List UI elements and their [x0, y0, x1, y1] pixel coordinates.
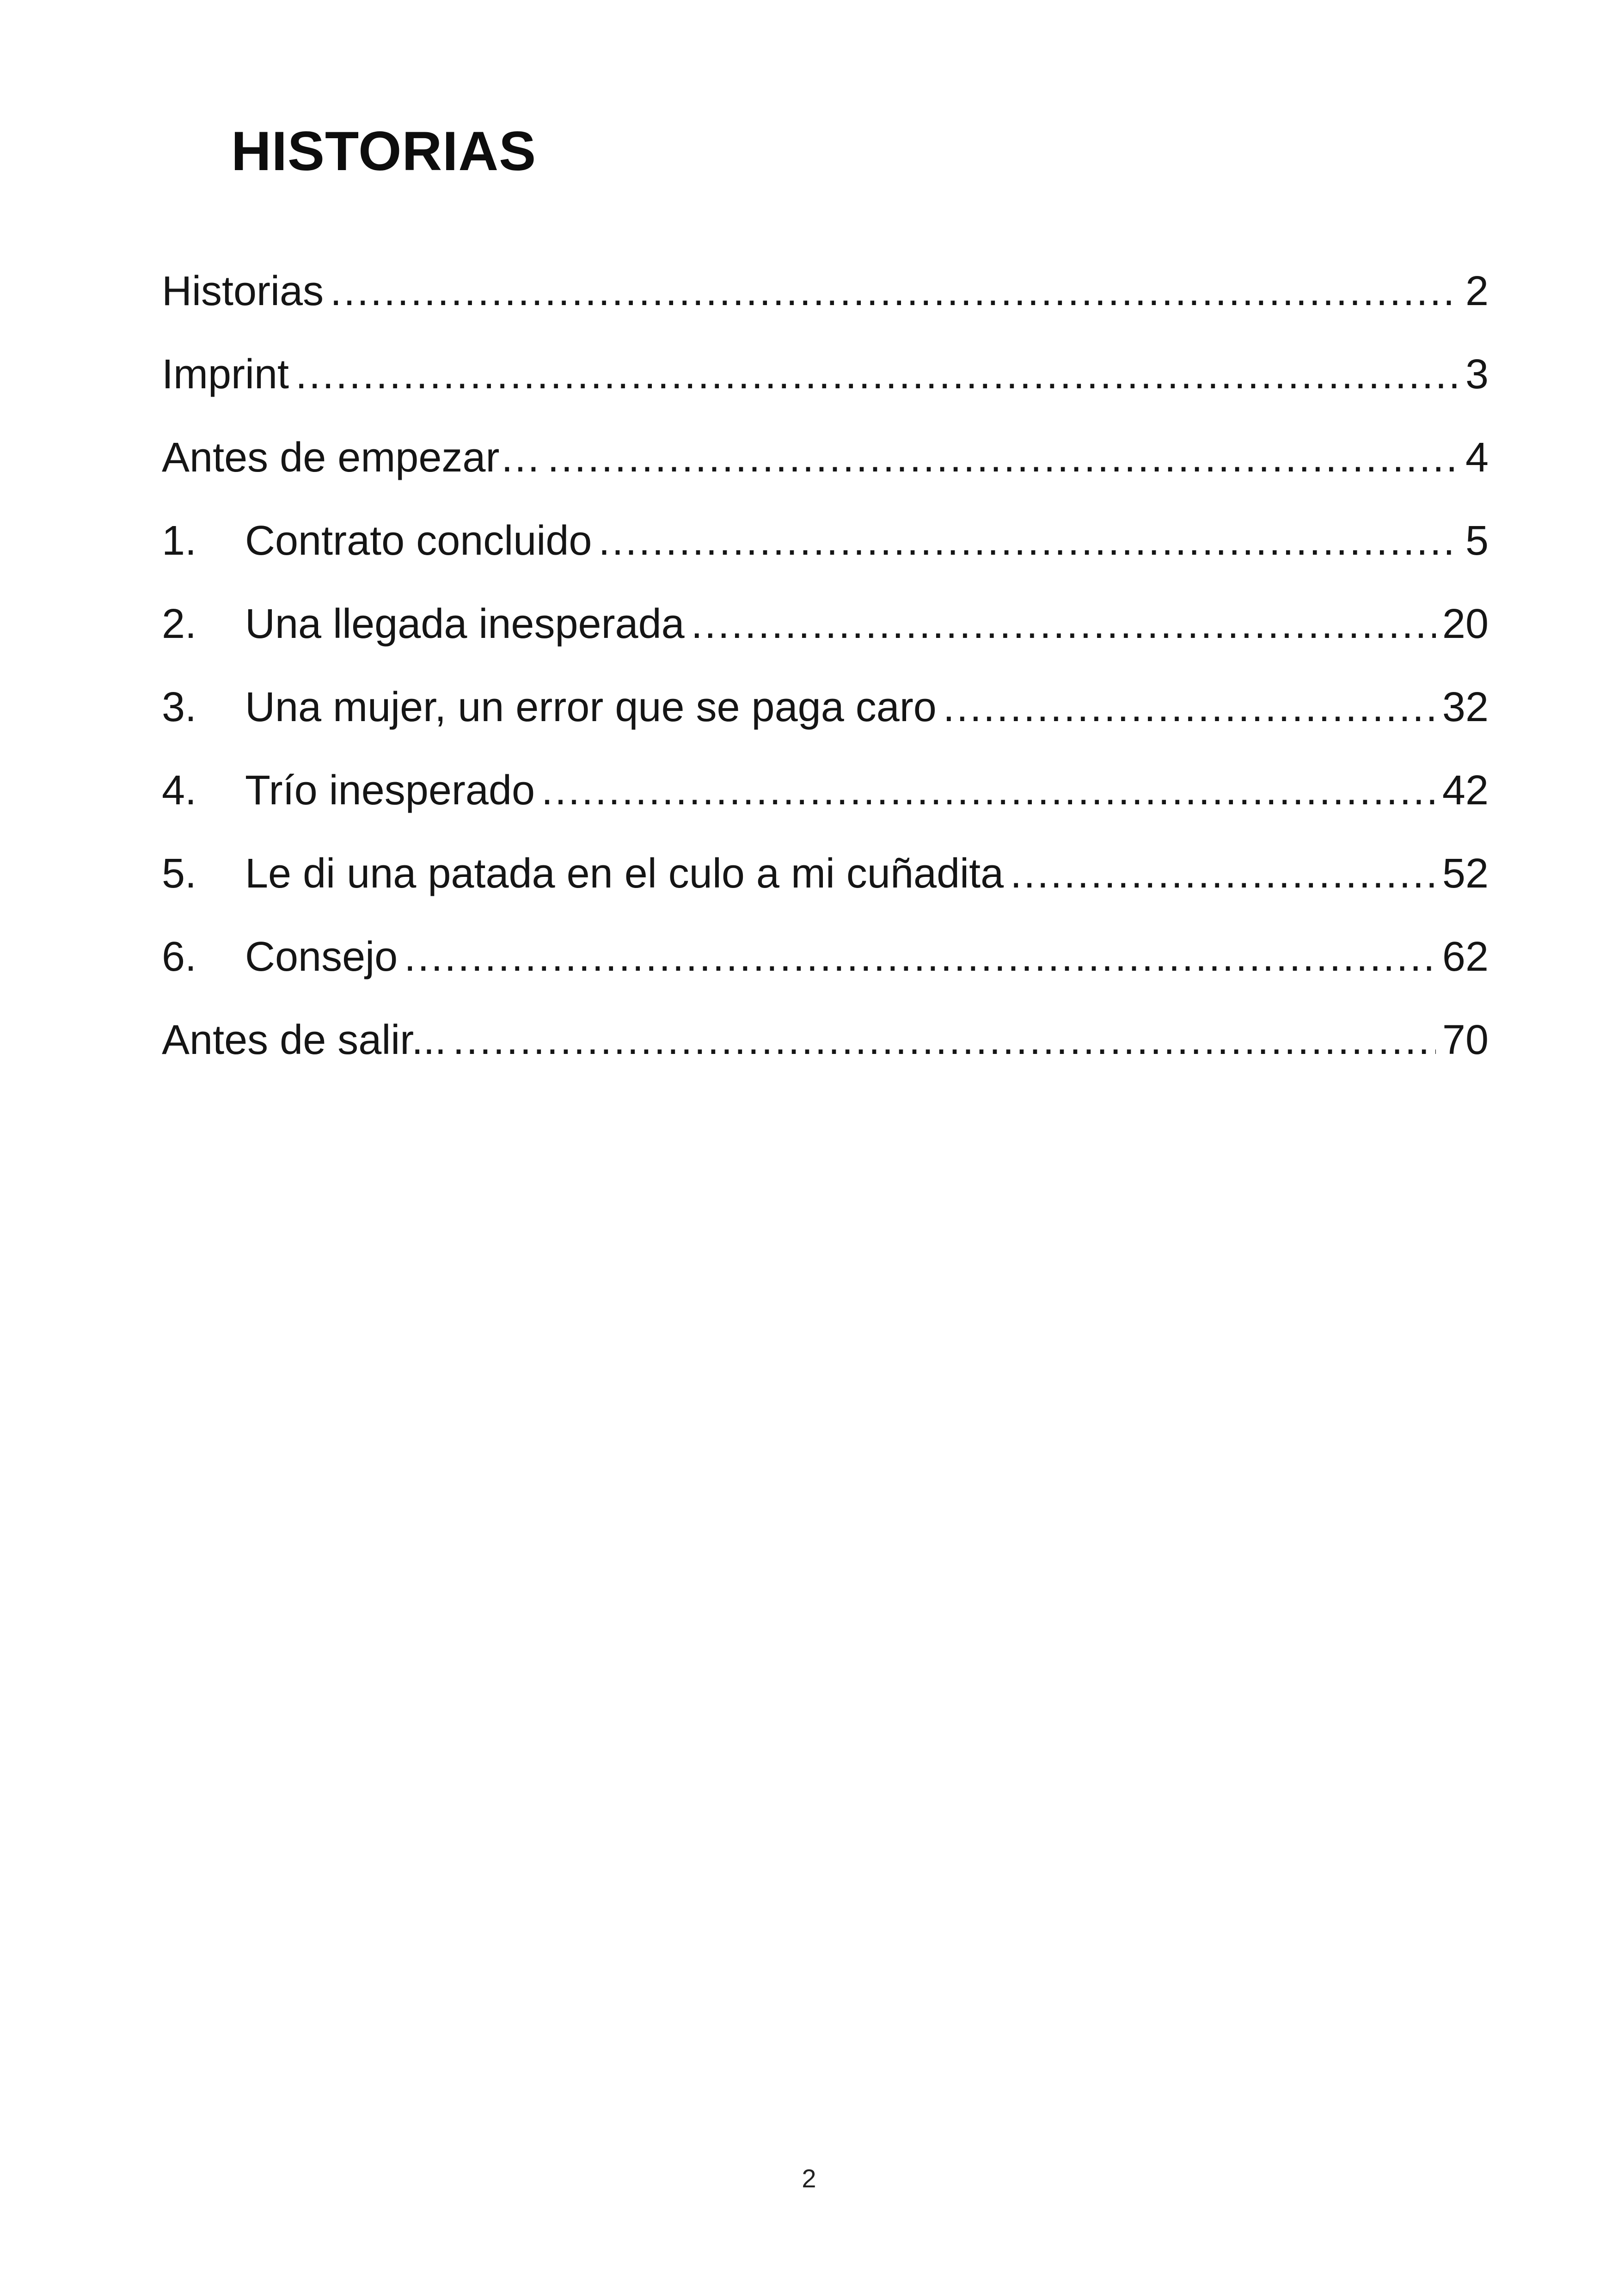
toc-entry-page: 3	[1465, 351, 1489, 398]
toc-entry-number: 4.	[162, 767, 197, 814]
toc-entry-antes-de-salir[interactable]	[162, 998, 1489, 1082]
toc-entry-title: Consejo	[245, 934, 398, 980]
toc-entry-title: Antes de salir...	[162, 1017, 447, 1063]
dot-leader	[943, 666, 1436, 749]
toc-entry-chapter-5[interactable]	[162, 832, 1489, 915]
toc-entry-page: 62	[1442, 934, 1489, 980]
dot-leader	[691, 582, 1436, 666]
toc-entry-title: Imprint	[162, 351, 289, 398]
toc-entry-number: 6.	[162, 934, 197, 980]
toc-entry-title: Trío inesperado	[245, 767, 535, 814]
toc-entry-historias[interactable]	[162, 250, 1489, 333]
dot-leader	[547, 416, 1459, 499]
toc-heading: HISTORIAS	[231, 120, 537, 182]
toc-entry-page: 20	[1442, 601, 1489, 647]
toc-entry-page: 32	[1442, 684, 1489, 730]
page-number: 2	[802, 2164, 816, 2193]
toc-entry-number: 3.	[162, 684, 197, 730]
toc-entry-page: 52	[1442, 851, 1489, 897]
toc-entry-chapter-2[interactable]	[162, 582, 1489, 666]
toc-entry-title: Historias	[162, 268, 324, 314]
toc-entry-title: Le di una patada en el culo a mi cuñadita	[245, 851, 1004, 897]
toc-entry-page: 2	[1465, 268, 1489, 314]
dot-leader	[330, 250, 1459, 333]
dot-leader	[453, 998, 1436, 1082]
dot-leader	[295, 333, 1459, 416]
toc-entry-chapter-1[interactable]	[162, 499, 1489, 582]
toc-entry-title: Una llegada inesperada	[245, 601, 685, 647]
toc-entry-number: 1.	[162, 518, 197, 564]
toc-entry-page: 70	[1442, 1017, 1489, 1063]
dot-leader	[1010, 832, 1436, 915]
toc-entry-chapter-6[interactable]	[162, 915, 1489, 998]
toc-entry-page: 4	[1465, 435, 1489, 481]
toc-entry-title: Una mujer, un error que se paga caro	[245, 684, 937, 730]
table-of-contents	[162, 250, 1489, 1082]
toc-entry-page: 42	[1442, 767, 1489, 814]
toc-entry-chapter-4[interactable]	[162, 749, 1489, 832]
dot-leader	[598, 499, 1459, 582]
toc-entry-chapter-3[interactable]	[162, 666, 1489, 749]
toc-entry-page: 5	[1465, 518, 1489, 564]
dot-leader	[404, 915, 1436, 998]
toc-entry-number: 5.	[162, 851, 197, 897]
toc-entry-imprint[interactable]	[162, 333, 1489, 416]
toc-entry-number: 2.	[162, 601, 197, 647]
toc-entry-title: Contrato concluido	[245, 518, 592, 564]
toc-entry-title: Antes de empezar…	[162, 435, 541, 481]
toc-entry-antes-de-empezar[interactable]	[162, 416, 1489, 499]
dot-leader	[541, 749, 1436, 832]
